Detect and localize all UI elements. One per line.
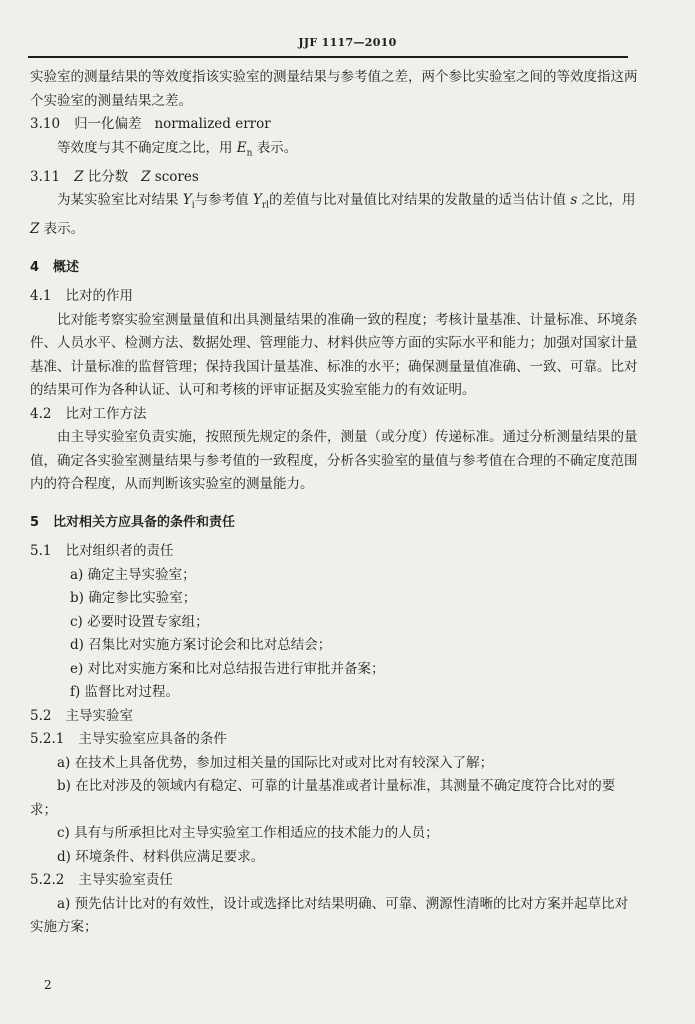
section-4-1 (30, 285, 640, 309)
symbol: s (570, 192, 578, 209)
body-text: 等效度与其不确定度之比，用 (57, 139, 237, 156)
section-title: 主导实验室应具备的条件 (78, 731, 227, 748)
symbol: Z (74, 168, 84, 185)
list-item: e) 对比对实施方案和比对总结报告进行审批并备案； (70, 660, 385, 677)
page-content (30, 66, 640, 940)
section-4-heading (30, 256, 640, 280)
standard-header: JJF 1117—2010 (298, 36, 397, 49)
section-number: 5.2.1 (30, 731, 65, 748)
section-5-2 (30, 705, 640, 729)
list-item: a) 预先估计比对的有效性，设计或选择比对结果明确、可靠、溯源性清晰的比对方案并起草比对实施方案； (30, 895, 629, 936)
list-item: c) 必要时设置专家组； (70, 613, 209, 630)
continued-paragraph: 实验室的测量结果的等效度指该实验室的测量结果与参考值之差，两个参比实验室之间的等效度指这两个实验室的测量结果之差。 (30, 69, 638, 109)
list-item: b) 在比对涉及的领域内有稳定、可靠的计量基准或者计量标准，其测量不确定度符合比对的要求； (30, 778, 616, 818)
subscript: rl (261, 200, 270, 211)
symbol: Z (30, 221, 40, 238)
body-text: 之比，用 (577, 192, 636, 209)
section-5-2-2 (30, 869, 640, 893)
symbol: Y (252, 192, 262, 209)
section-title-en: scores (150, 168, 199, 185)
body-text: 与参考值 (194, 192, 253, 209)
section-number: 4 (30, 259, 40, 275)
section-title: 比对工作方法 (65, 405, 147, 422)
section-5-1 (30, 540, 640, 564)
section-3-11 (30, 166, 640, 190)
list-item: d) 环境条件、材料供应满足要求。 (57, 848, 265, 865)
section-5-heading (30, 511, 640, 535)
section-4-1-body: 比对能考察实验室测量量值和出具测量结果的准确一致的程度；考核计量基准、计量标准、环境条件、人员水平、检测方法、数据处理、管理能力、材料供应等方面的实际水平和能力；加强对国家计量基准、计量标准的监督管理；保持我国计量基准、标准的水平；确保测量量值准确、一致、可靠。比对的结果可作为各种认证、认可和考核的评审证据及实验室能力的有效证明。 (30, 311, 638, 399)
section-title: 比分数 (83, 168, 129, 185)
list-item: f) 监督比对过程。 (70, 684, 180, 701)
section-3-10 (30, 113, 640, 137)
body-text: 的差值与比对量值比对结果的发散量的适当估计值 (269, 192, 571, 209)
section-5-2-1 (30, 728, 640, 752)
section-title: 主导实验室 (65, 707, 133, 724)
section-number: 5 (30, 514, 40, 530)
symbol: Y (182, 192, 192, 209)
list-item: a) 在技术上具备优势，参加过相关量的国际比对或对比对有较深入了解； (57, 754, 494, 771)
section-title: 概述 (53, 259, 80, 275)
subscript: n (246, 148, 253, 159)
section-3-11-body (30, 189, 640, 242)
list-item: a) 确定主导实验室； (70, 566, 196, 583)
section-number: 3.10 (30, 116, 61, 132)
section-title-en: normalized error (154, 116, 271, 132)
section-title: 归一化偏差 (74, 116, 142, 132)
list-item: d) 召集比对实施方案讨论会和比对总结会； (70, 637, 332, 654)
section-number: 5.1 (30, 543, 52, 560)
header-rule (28, 56, 628, 58)
section-number: 4.1 (30, 288, 52, 305)
section-title: 比对组织者的责任 (65, 543, 174, 560)
section-number: 5.2 (30, 707, 52, 724)
section-4-2 (30, 403, 640, 427)
body-text: 表示。 (39, 221, 85, 238)
section-4-2-body: 由主导实验室负责实施，按照预先规定的条件，测量（或分度）传递标准。通过分析测量结果的量值，确定各实验室测量结果与参考值的一致程度，分析各实验室的量值与参考值在合理的不确定度范围内的符合程度，从而判断该实验室的测量能力。 (30, 429, 638, 493)
symbol: Z (141, 168, 151, 185)
section-number: 5.2.2 (30, 872, 65, 889)
section-3-10-body (30, 137, 640, 166)
list-item: b) 确定参比实验室； (70, 590, 197, 607)
list-item: c) 具有与所承担比对主导实验室工作相适应的技术能力的人员； (57, 825, 439, 842)
symbol: E (236, 139, 247, 156)
section-title: 比对的作用 (65, 288, 133, 305)
section-title: 主导实验室责任 (78, 872, 173, 889)
page-number: 2 (44, 978, 52, 992)
body-text: 表示。 (252, 139, 298, 156)
section-title: 比对相关方应具备的条件和责任 (53, 514, 236, 530)
section-number: 3.11 (30, 168, 61, 185)
body-text: 为某实验室比对结果 (57, 192, 183, 209)
subscript: i (191, 200, 195, 211)
section-number: 4.2 (30, 405, 52, 422)
